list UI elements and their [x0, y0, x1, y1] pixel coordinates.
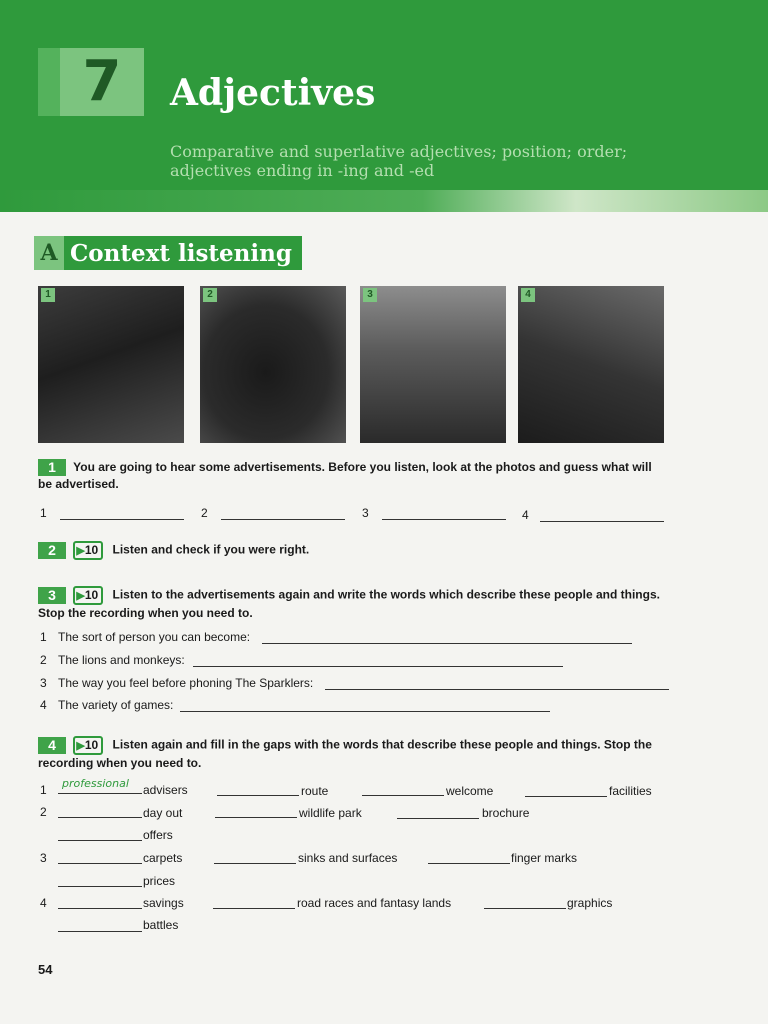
header-fade-band [0, 190, 768, 212]
photo-tag: 4 [521, 288, 535, 302]
answer-blank[interactable] [221, 518, 345, 520]
audio-track[interactable] [73, 586, 103, 605]
unit-number-box [38, 48, 144, 116]
answer-number: 4 [522, 508, 529, 522]
subtitle-line-2: adjectives ending in -ing and -ed [170, 161, 435, 180]
instruction-text: Listen again and fill in the gaps with the words that describe these people and things. Stop the [112, 737, 652, 752]
gap-word: savings [143, 896, 184, 910]
answer-number: 1 [40, 506, 47, 520]
row-number: 2 [40, 805, 47, 819]
answer-blank[interactable] [215, 816, 297, 818]
instruction-text: Stop the recording when you need to. [38, 606, 253, 620]
gap-word: graphics [567, 896, 613, 910]
photo-4 [518, 286, 664, 443]
photo-tag: 2 [203, 288, 217, 302]
section-letter: A [34, 236, 64, 270]
instruction-text: You are going to hear some advertisements. Before you listen, look at the photos and guess what will [73, 460, 652, 474]
answer-blank[interactable] [428, 862, 510, 864]
gap-word: carpets [143, 851, 183, 865]
track-number: 10 [84, 588, 99, 602]
unit-subtitle [170, 142, 730, 180]
exercise-1-instruction [38, 459, 688, 492]
answer-blank[interactable] [214, 862, 296, 864]
item-number: 3 [40, 676, 47, 690]
answer-number: 3 [362, 506, 369, 520]
unit-number: 7 [60, 48, 144, 116]
instruction-text: Listen to the advertisements again and write the words which describe these people and things. [112, 587, 660, 602]
exercise-number: 3 [38, 587, 66, 604]
gap-word: road races and fantasy lands [297, 896, 452, 910]
gap-word: prices [143, 874, 176, 888]
answer-blank[interactable] [213, 907, 295, 909]
item-text: The way you feel before phoning The Sparklers: [58, 676, 314, 690]
row-number: 4 [40, 896, 47, 910]
unit-title: Adjectives [170, 72, 376, 114]
gap-word: finger marks [511, 851, 578, 865]
gap-word: day out [143, 806, 183, 820]
answer-blank[interactable] [58, 930, 142, 932]
item-text: The sort of person you can become: [58, 630, 251, 644]
answer-blank[interactable] [484, 907, 566, 909]
exercise-3-instruction [38, 586, 688, 621]
item-text: The lions and monkeys: [58, 653, 185, 667]
answer-blank[interactable] [58, 792, 142, 794]
answer-blank[interactable] [58, 839, 142, 841]
gap-word: battles [143, 918, 179, 932]
answer-blank[interactable] [58, 862, 142, 864]
photo-3 [360, 286, 506, 443]
answer-blank[interactable] [525, 795, 607, 797]
gap-word: wildlife park [299, 806, 362, 820]
instruction-text: Listen and check if you were right. [112, 542, 310, 557]
item-text: The variety of games: [58, 698, 174, 712]
gap-word: brochure [482, 806, 530, 820]
audio-track[interactable] [73, 541, 103, 560]
gap-word: facilities [609, 784, 652, 798]
play-icon: ▶ [76, 740, 85, 752]
answer-blank[interactable] [58, 885, 142, 887]
play-icon: ▶ [76, 545, 85, 557]
exercise-2-instruction [38, 541, 688, 560]
gap-word: offers [143, 828, 173, 842]
photo-1 [38, 286, 184, 443]
answer-blank[interactable] [382, 518, 506, 520]
item-number: 2 [40, 653, 47, 667]
answer-blank[interactable] [58, 907, 142, 909]
handwritten-answer: professional [62, 777, 129, 790]
gap-word: advisers [143, 783, 188, 797]
exercise-number: 2 [38, 542, 66, 559]
answer-blank[interactable] [540, 520, 664, 522]
track-number: 10 [84, 543, 99, 557]
answer-blank[interactable] [217, 794, 299, 796]
answer-number: 2 [201, 506, 208, 520]
instruction-text: recording when you need to. [38, 756, 202, 770]
answer-blank[interactable] [325, 688, 669, 690]
gap-word: route [301, 784, 329, 798]
gap-word: welcome [446, 784, 494, 798]
item-number: 1 [40, 630, 47, 644]
answer-blank[interactable] [60, 518, 184, 520]
answer-blank[interactable] [262, 642, 632, 644]
track-number: 10 [84, 738, 99, 752]
answer-blank[interactable] [397, 817, 479, 819]
page-number: 54 [38, 962, 53, 977]
answer-blank[interactable] [362, 794, 444, 796]
section-heading [34, 236, 302, 270]
answer-blank[interactable] [58, 816, 142, 818]
gap-word: sinks and surfaces [298, 851, 398, 865]
answer-blank[interactable] [193, 665, 563, 667]
answer-blank[interactable] [180, 710, 550, 712]
audio-track[interactable] [73, 736, 103, 755]
instruction-text: be advertised. [38, 477, 119, 492]
play-icon: ▶ [76, 590, 85, 602]
row-number: 3 [40, 851, 47, 865]
photo-tag: 3 [363, 288, 377, 302]
exercise-number: 1 [38, 459, 66, 476]
exercise-4-instruction [38, 736, 688, 771]
row-number: 1 [40, 783, 47, 797]
photo-tag: 1 [41, 288, 55, 302]
photo-2 [200, 286, 346, 443]
item-number: 4 [40, 698, 47, 712]
exercise-number: 4 [38, 737, 66, 754]
section-title: Context listening [70, 239, 292, 267]
subtitle-line-1: Comparative and superlative adjectives; position; order; [170, 142, 628, 161]
